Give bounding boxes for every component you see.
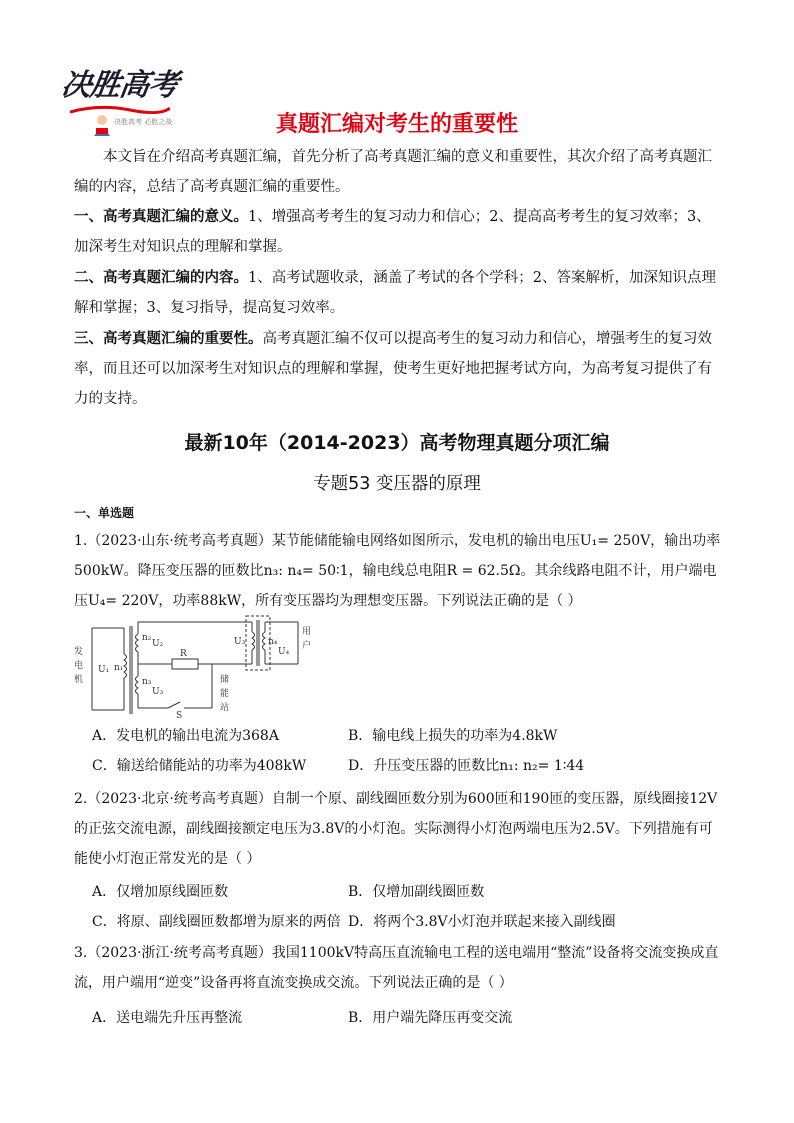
label-generator-1: 发 [74, 647, 84, 657]
label-n4: n₄ [268, 637, 278, 647]
question-2: 2.（2023·北京·统考高考真题）自制一个原、副线圈匝数分别为600匝和190匝的变压器，原线圈接12V的正弦交流电源，副线圈接额定电压为3.8V的小灯泡。实际测得小灯泡两端电压为2.5V。下列措施有可能使小灯泡正常发光的是（ ） [74, 791, 718, 867]
circuit-labels [74, 626, 311, 721]
question-1: 1.（2023·山东·统考高考真题）某节能储能输电网络如图所示，发电机的输出电压U₁= 250V，输出功率500kW。降压变压器的匝数比n₃: n₄= 50∶1，输电线总电阻R = 62.5Ω。其余线路电阻不计，用户端电压U₄= 220V，功率88kW，所有变压器均为理想变压器。下列说法正确的是（ ） [74, 533, 721, 609]
q1-option-c: C．输送给储能站的功率为408kW [92, 758, 307, 774]
intro-title: 真题汇编对考生的重要性 [275, 112, 518, 137]
logo-slogan: 决胜高考 必胜之战 [114, 118, 173, 126]
label-n1: n₁ [114, 663, 124, 673]
label-u2: U₂ [152, 639, 164, 649]
paragraph-1-heading: 一、高考真题汇编的意义。 [74, 209, 248, 225]
label-user-2: 户 [302, 641, 312, 651]
intro-summary: 本文旨在介绍高考真题汇编，首先分析了高考真题汇编的意义和重要性，其次介绍了高考真题汇编的内容，总结了高考真题汇编的重要性。 [74, 149, 712, 195]
label-s: S [176, 711, 183, 721]
paragraph-3-body: 高考真题汇编不仅可以提高考生的复习动力和信心，增强考生的复习效率，而且还可以加深考生对知识点的理解和掌握，使考生更好地把握考试方向，为高考复习提供了有力的支持。 [74, 331, 712, 407]
label-r: R [180, 649, 187, 659]
intro-paragraph-2 [74, 263, 722, 323]
paragraph-3-heading: 三、高考真题汇编的重要性。 [74, 331, 263, 347]
section-heading: 一、单选题 [74, 506, 135, 520]
question-3: 3.（2023·浙江·统考高考真题）我国1100kV特高压直流输电工程的送电端用“整流”设备将交流变换成直流，用户端用“逆变”设备再将直流变换成交流。下列说法正确的是（ ） [74, 945, 719, 991]
paragraph-2-body: 1、高考试题收录，涵盖了考试的各个学科；2、答案解析，加深知识点理解和掌握；3、复习指导，提高复习效率。 [74, 270, 716, 316]
label-station-1: 储 [220, 675, 230, 685]
label-u1: U₁ [98, 665, 110, 675]
label-u3-right: U₃ [234, 637, 246, 647]
q3-option-b: B．用户端先降压再变交流 [348, 1010, 513, 1026]
q1-option-d: D．升压变压器的匝数比n₁: n₂= 1∶44 [348, 758, 585, 774]
q1-option-b: B．输电线上损失的功率为4.8kW [348, 728, 558, 744]
intro-paragraph-3 [74, 324, 722, 414]
q2-option-a: A．仅增加原线圈匝数 [92, 884, 229, 900]
logo-text: 决胜高考 [59, 68, 180, 103]
paragraph-2-heading: 二、高考真题汇编的内容。 [74, 270, 248, 286]
q2-option-c: C．将原、副线圈匝数都增为原来的两倍 [92, 914, 341, 930]
label-u4: U₄ [278, 647, 290, 657]
label-generator-3: 机 [74, 675, 84, 685]
paragraph-1-body: 1、增强高考考生的复习动力和信心；2、提高高考考生的复习效率；3、加深考生对知识点的理解和掌握。 [74, 209, 711, 255]
circuit-diagram [72, 614, 332, 724]
label-u3: U₃ [152, 687, 164, 697]
sub-title: 专题53 变压器的原理 [313, 474, 481, 494]
q2-option-d: D．将两个3.8V小灯泡并联起来接入副线圈 [348, 914, 616, 930]
main-title: 最新10年（2014-2023）高考物理真题分项汇编 [184, 432, 610, 454]
label-station-3: 站 [220, 703, 230, 713]
label-n3: n₃ [142, 677, 152, 687]
q2-option-b: B．仅增加副线圈匝数 [348, 884, 485, 900]
intro-paragraph-1 [74, 202, 722, 262]
q3-option-a: A．送电端先升压再整流 [92, 1010, 243, 1026]
label-n2: n₂ [142, 633, 152, 643]
q1-option-a: A．发电机的输出电流为368A [92, 728, 279, 744]
label-user-1: 用 [302, 627, 312, 637]
label-generator-2: 电 [74, 661, 84, 671]
label-station-2: 能 [220, 689, 230, 699]
